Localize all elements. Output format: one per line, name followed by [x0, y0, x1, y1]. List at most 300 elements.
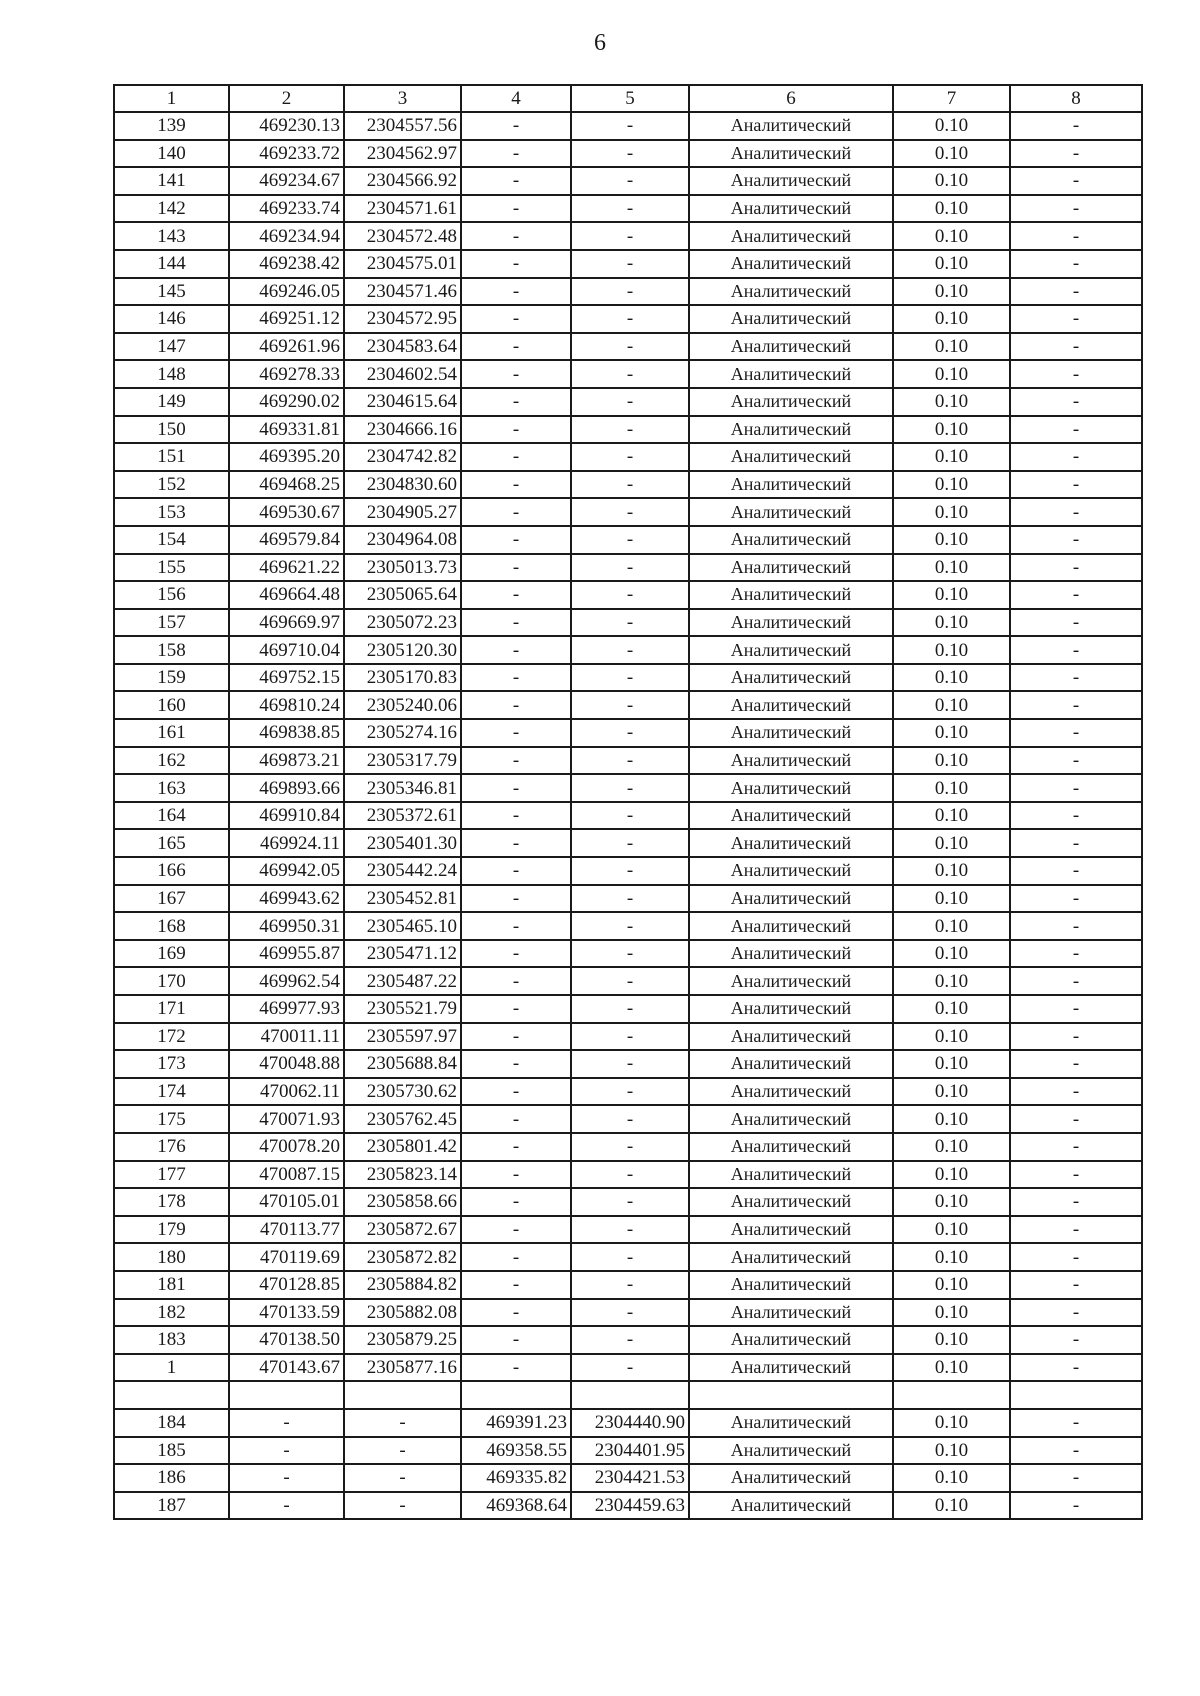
point-number-cell: 158 [114, 636, 229, 664]
method-cell: Аналитический [689, 333, 893, 361]
description-cell: - [1010, 333, 1142, 361]
page-number: 6 [594, 30, 606, 56]
accuracy-cell: 0.10 [893, 333, 1010, 361]
x-coordinate-cell: - [461, 802, 571, 830]
point-number-cell: 173 [114, 1050, 229, 1078]
x-coordinate-cell: 469234.67 [229, 167, 344, 195]
header-cell: 6 [689, 85, 893, 112]
y-coordinate-cell: 2305877.16 [344, 1354, 461, 1382]
method-cell: Аналитический [689, 1050, 893, 1078]
y-coordinate-cell: - [571, 609, 689, 637]
x-coordinate-cell: 469893.66 [229, 774, 344, 802]
y-coordinate-cell: - [571, 967, 689, 995]
header-cell: 4 [461, 85, 571, 112]
method-cell: Аналитический [689, 1133, 893, 1161]
description-cell: - [1010, 1023, 1142, 1051]
method-cell: Аналитический [689, 1437, 893, 1465]
point-number-cell: 184 [114, 1409, 229, 1437]
accuracy-cell: 0.10 [893, 1105, 1010, 1133]
point-number-cell: 181 [114, 1271, 229, 1299]
x-coordinate-cell: 469234.94 [229, 222, 344, 250]
y-coordinate-cell: - [571, 278, 689, 306]
point-number-cell: 168 [114, 912, 229, 940]
table-row [114, 443, 1142, 471]
description-cell: - [1010, 471, 1142, 499]
y-coordinate-cell: - [571, 719, 689, 747]
x-coordinate-cell: - [229, 1492, 344, 1520]
x-coordinate-cell: - [461, 1023, 571, 1051]
header-cell: 1 [114, 85, 229, 112]
y-coordinate-cell: 2304572.95 [344, 305, 461, 333]
x-coordinate-cell: - [461, 140, 571, 168]
y-coordinate-cell: 2305372.61 [344, 802, 461, 830]
description-cell: - [1010, 195, 1142, 223]
point-number-cell: 161 [114, 719, 229, 747]
x-coordinate-cell: 469752.15 [229, 664, 344, 692]
accuracy-cell: 0.10 [893, 250, 1010, 278]
description-cell: - [1010, 1050, 1142, 1078]
method-cell: Аналитический [689, 1216, 893, 1244]
y-coordinate-cell: 2305013.73 [344, 554, 461, 582]
method-cell: Аналитический [689, 167, 893, 195]
point-number-cell: 159 [114, 664, 229, 692]
y-coordinate-cell: 2304905.27 [344, 498, 461, 526]
x-coordinate-cell: 470128.85 [229, 1271, 344, 1299]
table-row [114, 1243, 1142, 1271]
description-cell: - [1010, 1161, 1142, 1189]
y-coordinate-cell: - [571, 250, 689, 278]
point-number-cell: 179 [114, 1216, 229, 1244]
table-row [114, 1381, 1142, 1409]
accuracy-cell: 0.10 [893, 995, 1010, 1023]
x-coordinate-cell: 469238.42 [229, 250, 344, 278]
y-coordinate-cell: - [571, 140, 689, 168]
y-coordinate-cell: 2305317.79 [344, 747, 461, 775]
table-row [114, 747, 1142, 775]
description-cell: - [1010, 1243, 1142, 1271]
x-coordinate-cell: 469943.62 [229, 885, 344, 913]
description-cell: - [1010, 1326, 1142, 1354]
table-row [114, 1492, 1142, 1520]
x-coordinate-cell: - [461, 1133, 571, 1161]
x-coordinate-cell: 469368.64 [461, 1492, 571, 1520]
x-coordinate-cell: - [461, 1050, 571, 1078]
y-coordinate-cell: 2305762.45 [344, 1105, 461, 1133]
y-coordinate-cell: 2304459.63 [571, 1492, 689, 1520]
description-cell: - [1010, 140, 1142, 168]
table-row [114, 1464, 1142, 1492]
x-coordinate-cell: 470011.11 [229, 1023, 344, 1051]
x-coordinate-cell: - [461, 1271, 571, 1299]
description-cell: - [1010, 498, 1142, 526]
y-coordinate-cell [344, 1381, 461, 1409]
point-number-cell: 183 [114, 1326, 229, 1354]
y-coordinate-cell: - [571, 526, 689, 554]
y-coordinate-cell: - [571, 167, 689, 195]
description-cell: - [1010, 1133, 1142, 1161]
y-coordinate-cell: 2304666.16 [344, 416, 461, 444]
y-coordinate-cell: - [571, 885, 689, 913]
accuracy-cell: 0.10 [893, 112, 1010, 140]
table-row [114, 1188, 1142, 1216]
point-number-cell: 150 [114, 416, 229, 444]
accuracy-cell: 0.10 [893, 940, 1010, 968]
method-cell: Аналитический [689, 802, 893, 830]
accuracy-cell: 0.10 [893, 526, 1010, 554]
method-cell: Аналитический [689, 1326, 893, 1354]
description-cell: - [1010, 885, 1142, 913]
table-row [114, 222, 1142, 250]
description-cell: - [1010, 278, 1142, 306]
description-cell: - [1010, 1105, 1142, 1133]
description-cell: - [1010, 443, 1142, 471]
y-coordinate-cell: 2305884.82 [344, 1271, 461, 1299]
table-row [114, 195, 1142, 223]
header-cell: 7 [893, 85, 1010, 112]
point-number-cell: 165 [114, 829, 229, 857]
accuracy-cell: 0.10 [893, 1188, 1010, 1216]
description-cell: - [1010, 912, 1142, 940]
x-coordinate-cell: - [461, 967, 571, 995]
point-number-cell: 174 [114, 1078, 229, 1106]
point-number-cell: 149 [114, 388, 229, 416]
y-coordinate-cell: 2305730.62 [344, 1078, 461, 1106]
method-cell: Аналитический [689, 1188, 893, 1216]
method-cell: Аналитический [689, 1161, 893, 1189]
table-row [114, 333, 1142, 361]
y-coordinate-cell: - [571, 1188, 689, 1216]
x-coordinate-cell: - [461, 940, 571, 968]
y-coordinate-cell: - [571, 1050, 689, 1078]
y-coordinate-cell: 2305801.42 [344, 1133, 461, 1161]
point-number-cell: 156 [114, 581, 229, 609]
x-coordinate-cell: 469955.87 [229, 940, 344, 968]
description-cell: - [1010, 829, 1142, 857]
accuracy-cell: 0.10 [893, 1464, 1010, 1492]
header-cell: 8 [1010, 85, 1142, 112]
y-coordinate-cell: 2305065.64 [344, 581, 461, 609]
point-number-cell: 153 [114, 498, 229, 526]
y-coordinate-cell: - [571, 416, 689, 444]
table-row [114, 112, 1142, 140]
y-coordinate-cell: 2305487.22 [344, 967, 461, 995]
method-cell: Аналитический [689, 581, 893, 609]
x-coordinate-cell: 469579.84 [229, 526, 344, 554]
x-coordinate-cell: - [461, 1188, 571, 1216]
y-coordinate-cell: - [571, 305, 689, 333]
description-cell: - [1010, 1464, 1142, 1492]
accuracy-cell: 0.10 [893, 1271, 1010, 1299]
y-coordinate-cell: 2305471.12 [344, 940, 461, 968]
y-coordinate-cell: - [571, 581, 689, 609]
method-cell: Аналитический [689, 719, 893, 747]
x-coordinate-cell: 470078.20 [229, 1133, 344, 1161]
y-coordinate-cell: - [571, 388, 689, 416]
method-cell: Аналитический [689, 1105, 893, 1133]
x-coordinate-cell: 469977.93 [229, 995, 344, 1023]
method-cell: Аналитический [689, 443, 893, 471]
y-coordinate-cell: - [344, 1464, 461, 1492]
method-cell: Аналитический [689, 416, 893, 444]
accuracy-cell: 0.10 [893, 1133, 1010, 1161]
x-coordinate-cell: - [461, 195, 571, 223]
accuracy-cell: 0.10 [893, 636, 1010, 664]
x-coordinate-cell: - [461, 443, 571, 471]
table-row [114, 636, 1142, 664]
method-cell: Аналитический [689, 471, 893, 499]
x-coordinate-cell [229, 1381, 344, 1409]
table-row [114, 416, 1142, 444]
x-coordinate-cell: 470133.59 [229, 1299, 344, 1327]
x-coordinate-cell: - [461, 1161, 571, 1189]
x-coordinate-cell: 469358.55 [461, 1437, 571, 1465]
point-number-cell: 145 [114, 278, 229, 306]
accuracy-cell: 0.10 [893, 1243, 1010, 1271]
table-row [114, 1105, 1142, 1133]
x-coordinate-cell: 470105.01 [229, 1188, 344, 1216]
accuracy-cell: 0.10 [893, 1299, 1010, 1327]
x-coordinate-cell: - [461, 664, 571, 692]
y-coordinate-cell: - [571, 1243, 689, 1271]
y-coordinate-cell: - [571, 1133, 689, 1161]
y-coordinate-cell: - [571, 1161, 689, 1189]
description-cell: - [1010, 857, 1142, 885]
method-cell: Аналитический [689, 1409, 893, 1437]
point-number-cell: 154 [114, 526, 229, 554]
point-number-cell: 171 [114, 995, 229, 1023]
y-coordinate-cell: 2304571.46 [344, 278, 461, 306]
method-cell: Аналитический [689, 498, 893, 526]
accuracy-cell: 0.10 [893, 1050, 1010, 1078]
y-coordinate-cell: - [571, 1216, 689, 1244]
point-number-cell: 152 [114, 471, 229, 499]
y-coordinate-cell: - [571, 1299, 689, 1327]
x-coordinate-cell: - [461, 416, 571, 444]
y-coordinate-cell: 2304615.64 [344, 388, 461, 416]
description-cell: - [1010, 360, 1142, 388]
table-row [114, 774, 1142, 802]
point-number-cell: 180 [114, 1243, 229, 1271]
method-cell: Аналитический [689, 1271, 893, 1299]
y-coordinate-cell: - [571, 554, 689, 582]
description-cell: - [1010, 802, 1142, 830]
y-coordinate-cell: 2305521.79 [344, 995, 461, 1023]
x-coordinate-cell: 469335.82 [461, 1464, 571, 1492]
description-cell: - [1010, 250, 1142, 278]
description-cell: - [1010, 112, 1142, 140]
x-coordinate-cell: - [461, 360, 571, 388]
x-coordinate-cell: 469530.67 [229, 498, 344, 526]
table-row [114, 1437, 1142, 1465]
table-row [114, 1271, 1142, 1299]
table-row [114, 1409, 1142, 1437]
point-number-cell: 185 [114, 1437, 229, 1465]
description-cell: - [1010, 691, 1142, 719]
point-number-cell: 141 [114, 167, 229, 195]
method-cell: Аналитический [689, 829, 893, 857]
y-coordinate-cell: - [571, 333, 689, 361]
description-cell: - [1010, 995, 1142, 1023]
point-number-cell: 162 [114, 747, 229, 775]
x-coordinate-cell: 469950.31 [229, 912, 344, 940]
y-coordinate-cell: - [571, 195, 689, 223]
x-coordinate-cell: - [461, 581, 571, 609]
x-coordinate-cell: 469910.84 [229, 802, 344, 830]
x-coordinate-cell: 470048.88 [229, 1050, 344, 1078]
accuracy-cell: 0.10 [893, 691, 1010, 719]
y-coordinate-cell [571, 1381, 689, 1409]
accuracy-cell: 0.10 [893, 1492, 1010, 1520]
method-cell: Аналитический [689, 1464, 893, 1492]
x-coordinate-cell: 469233.74 [229, 195, 344, 223]
y-coordinate-cell: 2305872.82 [344, 1243, 461, 1271]
table-row [114, 885, 1142, 913]
table-row [114, 912, 1142, 940]
description-cell: - [1010, 747, 1142, 775]
description-cell: - [1010, 222, 1142, 250]
x-coordinate-cell: 469391.23 [461, 1409, 571, 1437]
accuracy-cell: 0.10 [893, 443, 1010, 471]
description-cell: - [1010, 526, 1142, 554]
y-coordinate-cell: 2304602.54 [344, 360, 461, 388]
accuracy-cell: 0.10 [893, 912, 1010, 940]
y-coordinate-cell: - [571, 829, 689, 857]
x-coordinate-cell: - [461, 333, 571, 361]
x-coordinate-cell: - [461, 1326, 571, 1354]
point-number-cell: 176 [114, 1133, 229, 1161]
x-coordinate-cell: - [461, 526, 571, 554]
method-cell: Аналитический [689, 250, 893, 278]
accuracy-cell: 0.10 [893, 885, 1010, 913]
table-row [114, 360, 1142, 388]
y-coordinate-cell: - [571, 802, 689, 830]
table-row [114, 498, 1142, 526]
y-coordinate-cell: 2305823.14 [344, 1161, 461, 1189]
description-cell: - [1010, 609, 1142, 637]
accuracy-cell: 0.10 [893, 1161, 1010, 1189]
table-row [114, 167, 1142, 195]
header-cell: 3 [344, 85, 461, 112]
point-number-cell: 157 [114, 609, 229, 637]
x-coordinate-cell: 469278.33 [229, 360, 344, 388]
method-cell: Аналитический [689, 554, 893, 582]
table-row [114, 471, 1142, 499]
x-coordinate-cell: 469246.05 [229, 278, 344, 306]
method-cell: Аналитический [689, 609, 893, 637]
table-row [114, 526, 1142, 554]
table-row [114, 719, 1142, 747]
description-cell: - [1010, 719, 1142, 747]
method-cell: Аналитический [689, 1354, 893, 1382]
description-cell: - [1010, 1216, 1142, 1244]
y-coordinate-cell: - [571, 1023, 689, 1051]
y-coordinate-cell: - [571, 995, 689, 1023]
table-row [114, 967, 1142, 995]
x-coordinate-cell: - [461, 305, 571, 333]
header-cell: 2 [229, 85, 344, 112]
description-cell: - [1010, 554, 1142, 582]
x-coordinate-cell: 469233.72 [229, 140, 344, 168]
point-number-cell: 169 [114, 940, 229, 968]
y-coordinate-cell: 2305120.30 [344, 636, 461, 664]
y-coordinate-cell: 2305688.84 [344, 1050, 461, 1078]
x-coordinate-cell: 469230.13 [229, 112, 344, 140]
x-coordinate-cell: - [461, 112, 571, 140]
point-number-cell: 148 [114, 360, 229, 388]
method-cell: Аналитический [689, 857, 893, 885]
method-cell: Аналитический [689, 995, 893, 1023]
point-number-cell: 144 [114, 250, 229, 278]
accuracy-cell: 0.10 [893, 554, 1010, 582]
x-coordinate-cell: - [461, 498, 571, 526]
y-coordinate-cell: - [571, 1105, 689, 1133]
y-coordinate-cell: 2305170.83 [344, 664, 461, 692]
description-cell: - [1010, 1409, 1142, 1437]
x-coordinate-cell: 469251.12 [229, 305, 344, 333]
x-coordinate-cell: - [461, 1354, 571, 1382]
description-cell: - [1010, 1492, 1142, 1520]
table-row [114, 1161, 1142, 1189]
table-row [114, 829, 1142, 857]
x-coordinate-cell: - [461, 1105, 571, 1133]
x-coordinate-cell: - [461, 1216, 571, 1244]
description-cell: - [1010, 774, 1142, 802]
y-coordinate-cell: - [571, 774, 689, 802]
point-number-cell: 177 [114, 1161, 229, 1189]
description-cell: - [1010, 1437, 1142, 1465]
y-coordinate-cell: 2304571.61 [344, 195, 461, 223]
accuracy-cell: 0.10 [893, 140, 1010, 168]
description-cell: - [1010, 664, 1142, 692]
y-coordinate-cell: - [571, 222, 689, 250]
method-cell [689, 1381, 893, 1409]
y-coordinate-cell: - [571, 1271, 689, 1299]
y-coordinate-cell: 2305452.81 [344, 885, 461, 913]
method-cell: Аналитический [689, 912, 893, 940]
y-coordinate-cell: 2304572.48 [344, 222, 461, 250]
description-cell [1010, 1381, 1142, 1409]
y-coordinate-cell: - [344, 1409, 461, 1437]
y-coordinate-cell: 2304742.82 [344, 443, 461, 471]
y-coordinate-cell: 2305401.30 [344, 829, 461, 857]
header-cell: 5 [571, 85, 689, 112]
x-coordinate-cell: - [461, 278, 571, 306]
x-coordinate-cell: 470071.93 [229, 1105, 344, 1133]
description-cell: - [1010, 967, 1142, 995]
description-cell: - [1010, 1271, 1142, 1299]
point-number-cell: 1 [114, 1354, 229, 1382]
table-row [114, 581, 1142, 609]
table-row [114, 857, 1142, 885]
point-number-cell: 151 [114, 443, 229, 471]
accuracy-cell: 0.10 [893, 471, 1010, 499]
x-coordinate-cell: 470143.67 [229, 1354, 344, 1382]
x-coordinate-cell: 469873.21 [229, 747, 344, 775]
point-number-cell: 187 [114, 1492, 229, 1520]
method-cell: Аналитический [689, 967, 893, 995]
accuracy-cell: 0.10 [893, 360, 1010, 388]
x-coordinate-cell: 469924.11 [229, 829, 344, 857]
point-number-cell: 160 [114, 691, 229, 719]
method-cell: Аналитический [689, 1023, 893, 1051]
method-cell: Аналитический [689, 278, 893, 306]
point-number-cell: 146 [114, 305, 229, 333]
table-row [114, 278, 1142, 306]
method-cell: Аналитический [689, 195, 893, 223]
method-cell: Аналитический [689, 1078, 893, 1106]
method-cell: Аналитический [689, 1492, 893, 1520]
accuracy-cell: 0.10 [893, 1354, 1010, 1382]
